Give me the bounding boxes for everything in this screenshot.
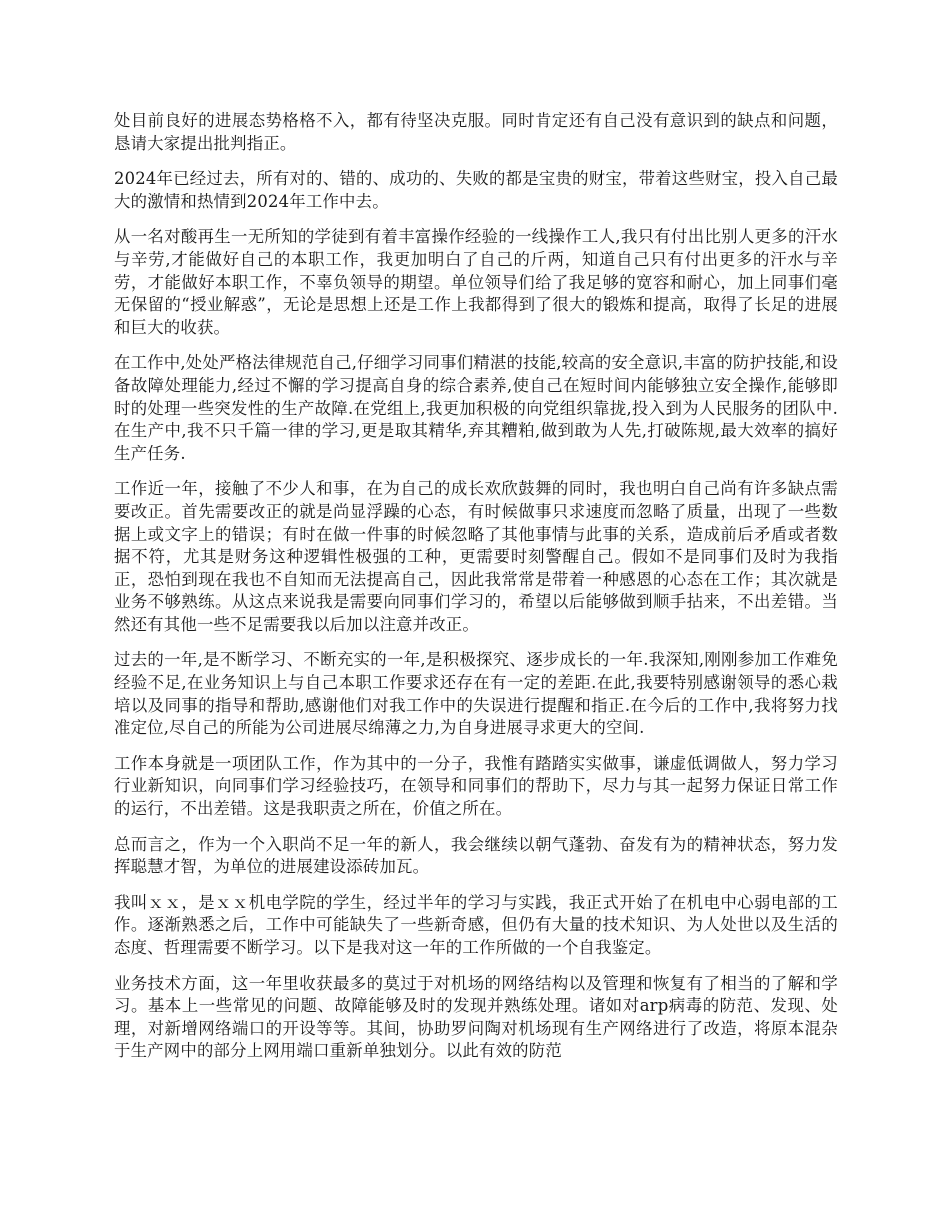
paragraph: 过去的一年,是不断学习、不断充实的一年,是积极探究、逐步成长的一年.我深知,刚刚参加工作难免经验不足,在业务知识上与自己本职工作要求还存在有一定的差距.在此,我要特别感谢领导的悉心栽培以及同事的指导和帮助,感谢他们对我工作中的失误进行提醒和指正.在今后的工作中,我将努力找准定位,尽自己的所能为公司进展尽绵薄之力,为自身进展寻求更大的空间. bbox=[114, 650, 838, 738]
paragraph: 2024年已经过去，所有对的、错的、成功的、失败的都是宝贵的财宝，带着这些财宝，投入自己最大的激情和热情到2024年工作中去。 bbox=[114, 169, 838, 211]
paragraph: 工作本身就是一项团队工作，作为其中的一分子，我惟有踏踏实实做事，谦虚低调做人，努力学习行业新知识，向同事们学习经验技巧，在领导和同事们的帮助下，尽力与其一起努力保证日常工作的运行，不出差错。这是我职责之所在，价值之所在。 bbox=[114, 753, 838, 819]
paragraph: 工作近一年，接触了不少人和事，在为自己的成长欢欣鼓舞的同时，我也明白自己尚有许多缺点需要改正。首先需要改正的就是尚显浮躁的心态，有时候做事只求速度而忽略了质量，出现了一些数据上或文字上的错误；有时在做一件事的时候忽略了其他事情与此事的关系，造成前后矛盾或者数据不符，尤其是财务这种逻辑性极强的工种，更需要时刻警醒自己。假如不是同事们及时为我指正，恐怕到现在我也不自知而无法提高自己，因此我常常是带着一种感恩的心态在工作；其次就是业务不够熟练。从这点来说我是需要向同事们学习的，希望以后能够做到顺手拈来，不出差错。当然还有其他一些不足需要我以后加以注意并改正。 bbox=[114, 479, 838, 634]
paragraph: 从一名对酸再生一无所知的学徒到有着丰富操作经验的一线操作工人,我只有付出比别人更多的汗水与辛劳,才能做好自己的本职工作，我更加明白了自己的斤两，知道自己只有付出更多的汗水与辛劳，才能做好本职工作，不辜负领导的期望。单位领导们给了我足够的宽容和耐心，加上同事们毫无保留的“授业解惑”，无论是思想上还是工作上我都得到了很大的锻炼和提高，取得了长足的进展和巨大的收获。 bbox=[114, 227, 838, 337]
document-body bbox=[114, 110, 838, 1076]
paragraph: 总而言之，作为一个入职尚不足一年的新人，我会继续以朝气蓬勃、奋发有为的精神状态，努力发挥聪慧才智，为单位的进展建设添砖加瓦。 bbox=[114, 834, 838, 877]
paragraph: 处目前良好的进展态势格格不入，都有待坚决克服。同时肯定还有自己没有意识到的缺点和问题，恳请大家提出批判指正。 bbox=[114, 111, 838, 153]
paragraph: 我叫ｘｘ，是ｘｘ机电学院的学生，经过半年的学习与实践，我正式开始了在机电中心弱电部的工作。逐渐熟悉之后，工作中可能缺失了一些新奇感，但仍有大量的技术知识、为人处世以及生活的态度、哲理需要不断学习。以下是我对这一年的工作所做的一个自我鉴定。 bbox=[114, 892, 838, 957]
paragraph: 在工作中,处处严格法律规范自己,仔细学习同事们精湛的技能,较高的安全意识,丰富的防护技能,和设备故障处理能力,经过不懈的学习提高自身的综合素养,使自己在短时间内能够独立安全操作,能够即时的处理一些突发性的生产故障.在党组上,我更加积极的向党组织靠拢,投入到为人民服务的团队中.在生产中,我不只千篇一律的学习,更是取其精华,弃其糟粕,做到敢为人先,打破陈规,最大效率的搞好生产任务. bbox=[114, 353, 838, 463]
paragraph: 业务技术方面，这一年里收获最多的莫过于对机场的网络结构以及管理和恢复有了相当的了解和学习。基本上一些常见的问题、故障能够及时的发现并熟练处理。诸如对arp病毒的防范、发现、处理，对新增网络端口的开设等等。其间，协助罗问陶对机场现有生产网络进行了改造，将原本混杂于生产网中的部分上网用端口重新单独划分。以此有效的防范 bbox=[114, 973, 838, 1061]
